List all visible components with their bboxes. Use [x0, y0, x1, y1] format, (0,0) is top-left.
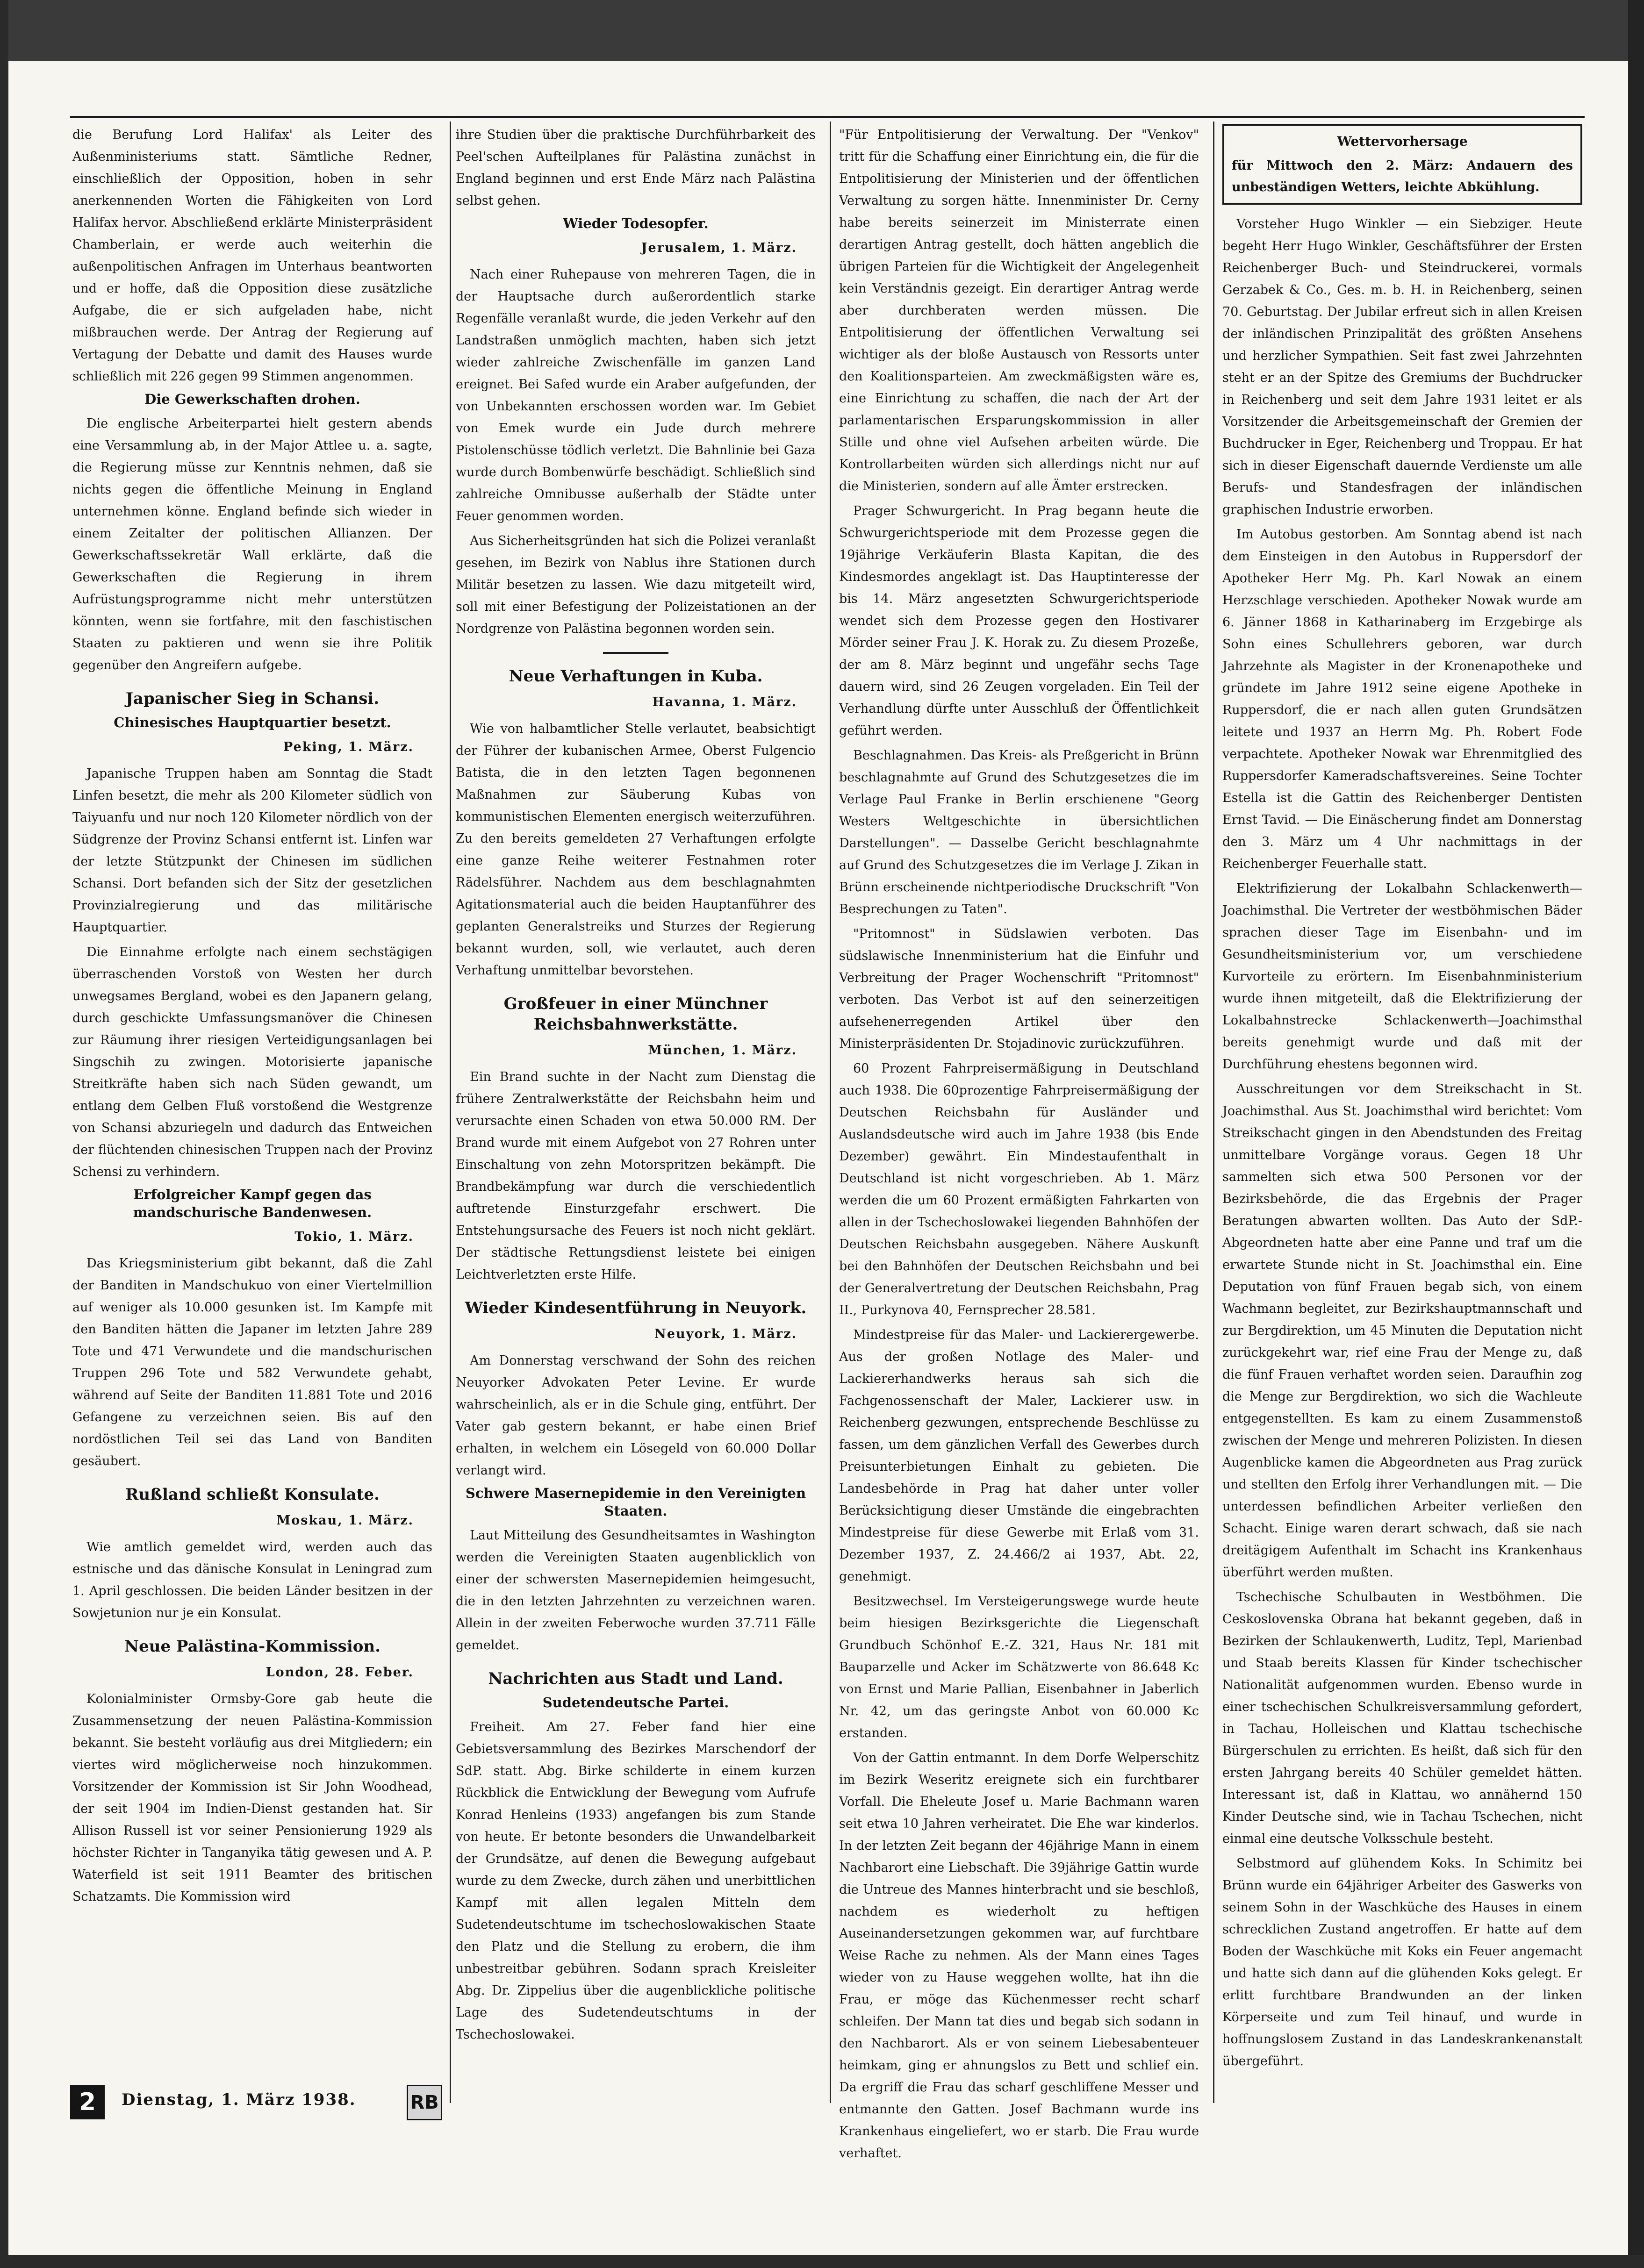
article-dateline: Havanna, 1. März. [652, 695, 797, 709]
article-subheadline: Sudetendeutsche Partei. [542, 1695, 729, 1710]
article-paragraph: ihre Studien über die praktische Durchführbarkeit des Peel'schen Aufteilplanes für Palästina zunächst in England beginnen und erst Ende März nach Palästina selbst gehen. [456, 128, 816, 208]
weather-title: Wettervorhersage [1337, 134, 1468, 149]
footer-date: Dienstag, 1. März 1938. [122, 2090, 356, 2109]
article-paragraph: Kolonialminister Ormsby-Gore gab heute die Zusammensetzung der neuen Palästina-Kommission bekannt. Sie besteht vorläufig aus drei Mitgliedern; ein viertes wird möglicherweise noch hinzukommen. Vorsitzender der Kommission ist Sir John Woodhead, der seit 1904 im Indien-Dienst gestanden hat. Sir Allison Russell ist vor seiner Pensionierung 1929 als höchster Richter in Tanganyika tätig gewesen und A. P. Waterfield ist seit 1911 Beamter des britischen Schatzamts. Die Kommission wird [72, 1692, 432, 1904]
column-3 [839, 124, 1199, 2161]
article-dateline: Tokio, 1. März. [294, 1230, 414, 1244]
article-paragraph: Japanische Truppen haben am Sonntag die Stadt Linfen besetzt, die mehr als 200 Kilometer südlich von Taiyuanfu und nur noch 120 Kilometer nördlich von der Südgrenze der Provinz Schansi entfernt ist. Linfen war der letzte Stützpunkt der Chinesen im südlichen Schansi. Dort befanden sich der Sitz der gesetzlichen Provinzialregierung und das militärische Hauptquartier. [72, 766, 432, 935]
article-subheadline: Schwere Masernepidemie in den Vereinigten Staaten. [465, 1485, 806, 1519]
article-paragraph: Vorsteher Hugo Winkler — ein Siebziger. Heute begeht Herr Hugo Winkler, Geschäftsführer der Ersten Reichenberger Buch- und Steindruckerei, vormals Gerzabek & Co., Ges. m. b. H. in Reichenberg, seinen 70. Geburtstag. Der Jubilar erfreut sich in allen Kreisen der inländischen Prinzipalität des größten Ansehens und herzlicher Sympathien. Seit fast zwei Jahrzehnten steht er an der Spitze des Gremiums der Buchdrucker in Reichenberg und seit dem Jahre 1931 leitet er als Vorsitzender die Arbeitsgemeinschaft der Gremien der Buchdrucker in Eger, Reichenberg und Troppau. Er hat sich in dieser Eigenschaft dauernde Verdienste um alle Berufs- und Standesfragen der inländischen graphischen Industrie erworben. [1222, 217, 1582, 517]
scan-border-top [0, 0, 1644, 61]
column-divider [450, 122, 451, 2103]
article-paragraph: "Pritomnost" in Südslawien verboten. Das südslawische Innenministerium hat die Einfuhr und Verbreitung der Prager Wochenschrift "Pritomnost" verboten. Das Verbot ist auf den seinerzeitigen aufsehenerregenden Artikel über den Ministerpräsidenten Dr. Stojadinovic zurückzuführen. [839, 927, 1199, 1051]
article-paragraph: Die englische Arbeiterpartei hielt gestern abends eine Versammlung ab, in der Major Attlee u. a. sagte, die Regierung müsse zur Kenntnis nehmen, daß sie nichts gegen die öffentliche Meinung in England unternehmen könne. England befinde sich wieder in einem Zeitalter der politischen Allianzen. Der Gewerkschaftssekretär Wall erklärte, daß die Gewerkschaften die Regierung in ihrem Aufrüstungsprogramme nicht mehr unterstützen könnten, wenn sie fortfahre, mit den faschistischen Staaten zu paktieren und wenn sie ihre Politik gegenüber den Angreifern aufgebe. [72, 416, 432, 673]
article-headline: Neue Palästina-Kommission. [124, 1637, 380, 1656]
article-paragraph: Ein Brand suchte in der Nacht zum Dienstag die frühere Zentralwerkstätte der Reichsbahn heim und verursachte einen Schaden von etwa 50.000 RM. Der Brand wurde mit einem Aufgebot von 27 Rohren unter Einschaltung von zehn Motorspritzen bekämpft. Die Brandbekämpfung war durch die verschiedentlich auftretende Einsturzgefahr erschwert. Die Entstehungsursache des Feuers ist noch nicht geklärt. Der städtische Rettungsdienst leistete bei einigen Leichtverletzten erste Hilfe. [456, 1070, 816, 1282]
article-paragraph: Prager Schwurgericht. In Prag begann heute die Schwurgerichtsperiode mit dem Prozesse gegen die 19jährige Verkäuferin Blasta Kapitan, die des Kindesmordes angeklagt ist. Das Hauptinteresse der bis 14. März angesetzten Schwurgerichtsperiode wendet sich dem Prozesse gegen den Hostivarer Mörder seiner Frau J. K. Horak zu. Zu diesem Prozeße, der am 8. März beginnt und ungefähr sechs Tage dauern wird, sind 26 Zeugen vorgeladen. Ein Teil der Verhandlung dürfte unter Ausschluß der Öffentlichkeit geführt werden. [839, 504, 1199, 738]
article-paragraph: Im Autobus gestorben. Am Sonntag abend ist nach dem Einsteigen in den Autobus in Ruppersdorf der Apotheker Herr Mg. Ph. Karl Nowak an einem Herzschlage verschieden. Apotheker Nowak wurde am 6. Jänner 1868 in Katharinaberg im Erzgebirge als Sohn eines Schullehrers geboren, war durch Jahrzehnte als Magister in der Kronenapotheke und gründete im Jahre 1912 seine eigene Apotheke in Ruppersdorf, die er nach allen guten Grundsätzen leitete und 1937 an Herrn Mg. Ph. Robert Fode verpachtete. Apotheker Nowak war Ehrenmitglied des Ruppersdorfer Kameradschaftsvereines. Seine Tochter Estella ist die Gattin des Reichenberger Dentisten Ernst Tavid. — Die Einäscherung findet am Donnerstag den 3. März um 4 Uhr nachmittags in der Reichenberger Feuerhalle statt. [1222, 527, 1582, 871]
article-paragraph: Ausschreitungen vor dem Streikschacht in St. Joachimsthal. Aus St. Joachimsthal wird berichtet: Vom Streikschacht gingen in den Abendstunden des Freitag unmittelbare Vorgänge voraus. Gegen 18 Uhr sammelten sich etwa 500 Personen vor der Bezirksbehörde, die das Ergebnis der Prager Beratungen abwarten wollten. Das Auto der SdP.-Abgeordneten hatte aber eine Panne und traf um die erwartete Stunde nicht in St. Joachimsthal ein. Eine Deputation von fünf Frauen begab sich, von einem Wachmann begleitet, zur Bezirkshauptmannschaft und zur Bergdirektion, um 45 Minuten die Deputation nicht zurückgekehrt war, rief eine Frau der Menge zu, daß die fünf Frauen verhaftet worden seien. Daraufhin zog die Menge zur Bergdirektion, wo sich die Wachleute entgegenstellten. Es kam zu einem Zusammenstoß zwischen der Menge und mehreren Polizisten. In diesen Augenblicke kamen die Abgeordneten aus Prag zurück und stellten den Erfolg ihrer Verhandlungen mit. — Die unterdessen befindlichen Arbeiter verließen den Schacht. Einige waren derart schwach, daß sie nach dreitägigem Aufenthalt im Schacht ins Krankenhaus überführt werden mußten. [1222, 1082, 1582, 1580]
article-dateline: München, 1. März. [648, 1043, 797, 1058]
article-headline: Nachrichten aus Stadt und Land. [488, 1669, 783, 1688]
article-dateline: Jerusalem, 1. März. [641, 241, 797, 255]
article-paragraph: 60 Prozent Fahrpreisermäßigung in Deutschland auch 1938. Die 60prozentige Fahrpreisermäßigung der Deutschen Reichsbahn für Ausländer und Auslandsdeutsche wird auch im Jahre 1938 (bis Ende Dezember) gewährt. Ein Mindestaufenthalt in Deutschland ist nicht vorgeschrieben. Ab 1. März werden die um 60 Prozent ermäßigten Fahrkarten von allen in der Tschechoslowakei liegenden Bahnhöfen der Deutschen Reichsbahn ausgegeben. Nähere Auskunft bei den Bahnhöfen der Deutschen Reichsbahn und bei der Generalvertretung der Deutschen Reichsbahn, Prag II., Purkynova 40, Fernsprecher 28.581. [839, 1061, 1199, 1317]
article-paragraph: Die Einnahme erfolgte nach einem sechstägigen überraschenden Vorstoß von Westen her durch unwegsames Bergland, wobei es den Japanern gelang, durch geschickte Umfassungsmanöver die Chinesen zur Räumung ihrer riesigen Verteidigungsanlagen bei Singschih zu zwingen. Motorisierte japanische Streitkräfte haben sich nach Süden gewandt, um entlang dem Gelben Fluß vorstoßend die Westgrenze von Schansi abzuriegeln und dadurch das Entweichen der flüchtenden chinesischen Truppen nach der Provinz Schensi zu verhindern. [72, 945, 432, 1179]
article-headline: Großfeuer in einer Münchner Reichsbahnwerkstätte. [503, 994, 768, 1034]
weather-forecast-box [1222, 124, 1582, 205]
article-paragraph: Beschlagnahmen. Das Kreis- als Preßgericht in Brünn beschlagnahmte auf Grund des Schutzgesetzes die im Verlage Paul Franke in Berlin erschienene "Georg Westers Weltgeschichte in übersichtlichen Darstellungen". — Dasselbe Gericht beschlagnahmte auf Grund des Schutzgesetzes die im Verlage J. Zikan in Brünn erscheinende nichtperiodische Druckschrift "Von Besprechungen zu Taten". [839, 748, 1199, 916]
article-dateline: London, 28. Feber. [266, 1665, 414, 1680]
column-2 [456, 124, 816, 2132]
article-paragraph: Selbstmord auf glühendem Koks. In Schimitz bei Brünn wurde ein 64jähriger Arbeiter des Gaswerks von seinem Sohn in der Waschküche des Hauses in einem schrecklichen Zustand angetroffen. Er hatte auf dem Boden der Waschküche mit Koks ein Feuer angemacht und hatte sich dann auf die glühenden Koks gelegt. Er erlitt furchtbare Brandwunden an der linken Körperseite und zum Teil hinauf, und wurde in hoffnungslosem Zustand in das Landeskrankenanstalt übergeführt. [1222, 1856, 1582, 2068]
scan-border-bottom [0, 2255, 1644, 2268]
article-headline: Japanischer Sieg in Schansi. [125, 689, 380, 708]
article-paragraph: Besitzwechsel. Im Versteigerungswege wurde heute beim hiesigen Bezirksgerichte die Liegenschaft Grundbuch Schönhof E.-Z. 321, Haus Nr. 181 mit Bauparzelle und Acker im Schätzwerte von 86.648 Kc von Ernst und Marie Pallian, Eisenbahner in Jaberlich Nr. 42, um das geringste Anbot von 60.000 Kc erstanden. [839, 1594, 1199, 1740]
column-divider [1213, 122, 1214, 2103]
article-headline: Neue Verhaftungen in Kuba. [509, 667, 763, 686]
article-subheadline: Die Gewerkschaften drohen. [144, 391, 360, 407]
column-1 [72, 124, 432, 2132]
article-paragraph: Laut Mitteilung des Gesundheitsamtes in Washington werden die Vereinigten Staaten augenblicklich von einer der schwersten Masernepidemien heimgesucht, die in den letzten Jahrzehnten zu verzeichnen waren. Allein in der zweiten Feberwoche wurden 37.711 Fälle gemeldet. [456, 1528, 816, 1653]
article-subheadline: Chinesisches Hauptquartier besetzt. [114, 715, 391, 730]
article-paragraph: Freiheit. Am 27. Feber fand hier eine Gebietsversammlung des Bezirkes Marschendorf der SdP. statt. Abg. Birke schilderte in einem kurzen Rückblick die Entwicklung der Bewegung vom Aufrufe Konrad Henleins (1933) angefangen bis zum Stande von heute. Er betonte besonders die Unwandelbarkeit der Grundsätze, auf denen die Bewegung aufgebaut wurde zu dem Zwecke, durch zähen und unerbittlichen Kampf mit allen legalen Mitteln dem Sudetendeutschtume im tschechoslowakischen Staate den Platz und die Stellung zu erobern, die ihm unbestreitbar gebühren. Sodann sprach Kreisleiter Abg. Dr. Zippelius über die augenblickliche politische Lage des Sudetendeutschtums in der Tschechoslowakei. [456, 1720, 816, 2042]
article-paragraph: Das Kriegsministerium gibt bekannt, daß die Zahl der Banditen in Mandschukuo von einer Viertelmillion auf weniger als 10.000 gesunken ist. Im Kampfe mit den Banditen hätten die Japaner im letzten Jahre 289 Tote und 471 Verwundete und die mandschurischen Truppen 296 Tote und 582 Verwundete gehabt, während auf Seite der Banditen 11.881 Tote und 2016 Gefangene zu verzeichnen seien. Bis auf den nordöstlichen Teil sei das Land von Banditen gesäubert. [72, 1256, 432, 1468]
newspaper-logo: RB [407, 2085, 442, 2120]
weather-text: für Mittwoch den 2. März: Andauern des unbeständigen Wetters, leichte Abkühlung. [1232, 158, 1573, 194]
header-rule [70, 116, 1585, 118]
article-headline: Wieder Kindesentführung in Neuyork. [465, 1299, 807, 1317]
article-paragraph: Elektrifizierung der Lokalbahn Schlackenwerth—Joachimsthal. Die Vertreter der westböhmischen Bäder sprachen dieser Tage im Eisenbahn- und im Gesundheitsministerium vor, um verschiedene Kurvorteile zu erörtern. Im Eisenbahnministerium wurde ihnen mitgeteilt, daß die Elektrifizierung der Lokalbahnstrecke Schlackenwerth—Joachimsthal bereits genehmigt wurde und daß mit der Durchführung ehestens begonnen wird. [1222, 881, 1582, 1072]
article-subheadline: Erfolgreicher Kampf gegen das mandschurische Bandenwesen. [133, 1187, 372, 1220]
article-paragraph: Mindestpreise für das Maler- und Lackierergewerbe. Aus der großen Notlage des Maler- und Lackiererhandwerks heraus sah sich die Fachgenossenschaft der Maler, Lackierer usw. in Reichenberg gezwungen, entsprechende Beschlüsse zu fassen, um dem gänzlichen Verfall des Gewerbes durch Preisunterbietungen Einhalt zu gebieten. Die Landesbehörde in Prag hat daher unter voller Berücksichtigung dieser Umstände die eingebrachten Mindestpreise für diese Gewerbe mit Erlaß vom 31. Dezember 1937, Z. 24.466/2 ai 1937, Abt. 22, genehmigt. [839, 1328, 1199, 1584]
article-paragraph: Von der Gattin entmannt. In dem Dorfe Welperschitz im Bezirk Weseritz ereignete sich ein furchtbarer Vorfall. Die Eheleute Josef u. Marie Bachmann waren seit etwa 10 Jahren verheiratet. Die Ehe war kinderlos. In der letzten Zeit begann der 46jährige Mann in einem Nachbarort eine Liebschaft. Die 39jährige Gattin wurde die Untreue des Mannes hinterbracht und sie beschloß, nachdem es wiederholt zu heftigen Auseinandersetzungen gekommen war, auf furchtbare Weise Rache zu nehmen. Als der Mann eines Tages wieder von zu Hause weggehen wollte, hat ihn die Frau, er möge das Küchenmesser recht scharf schleifen. Der Mann tat dies und begab sich sodann in den Nachbarort. Als er von seinem Liebesabenteuer heimkam, ging er ahnungslos zu Bett und schlief ein. Da ergriff die Frau das scharf geschliffene Messer und entmannte den Gatten. Josef Bachmann wurde ins Krankenhaus eingeliefert, wo er starb. Die Frau wurde verhaftet. [839, 1751, 1199, 2161]
article-paragraph: "Für Entpolitisierung der Verwaltung. Der "Venkov" tritt für die Schaffung einer Einrichtung ein, die für die Entpolitisierung der Ministerien und der öffentlichen Verwaltung zu sorgen hätte. Innenminister Dr. Cerny habe bereits seinerzeit im Ministerrate einen derartigen Antrag gestellt, doch hätten angeblich die übrigen Parteien für die Wichtigkeit der Angelegenheit kein Verständnis gezeigt. Ein derartiger Antrag werde aber durchberaten werden müssen. Die Entpolitisierung der öffentlichen Verwaltung sei wichtiger als der bloße Austausch von Ressorts unter den Koalitionsparteien. Am zweckmäßigsten wäre es, eine Einrichtung zu schaffen, die nach der Art der parlamentarischen Ersparungskommission in aller Stille und ohne viel Aufsehen arbeiten würde. Die Kontrollarbeiten würden sich allerdings nicht nur auf die Ministerien, sondern auf alle Ämter erstrecken. [839, 128, 1199, 494]
article-paragraph: die Berufung Lord Halifax' als Leiter des Außenministeriums statt. Sämtliche Redner, einschließlich der Opposition, hoben in sehr anerkennenden Worten die Fähigkeiten von Lord Halifax hervor. Abschließend erklärte Ministerpräsident Chamberlain, er werde auch weiterhin die außenpolitischen Anfragen im Unterhaus beantworten und er hoffe, daß die Opposition diese zusätzliche Aufgabe, die er sich aufgeladen habe, nicht mißbrauchen werde. Der Antrag der Regierung auf Vertagung der Debatte und damit des Hauses wurde schließlich mit 226 gegen 99 Stimmen angenommen. [72, 128, 432, 384]
article-dateline: Peking, 1. März. [283, 740, 414, 754]
page-footer [70, 2082, 491, 2124]
article-paragraph: Am Donnerstag verschwand der Sohn des reichen Neuyorker Advokaten Peter Levine. Er wurde wahrscheinlich, als er in die Schule ging, entführt. Der Vater gab gestern bekannt, er habe einen Brief erhalten, in welchem ein Lösegeld von 60.000 Dollar verlangt wird. [456, 1353, 816, 1478]
scan-border-right [1628, 0, 1644, 2268]
section-divider [603, 652, 668, 654]
article-subheadline: Wieder Todesopfer. [563, 215, 709, 231]
page-number: 2 [70, 2085, 105, 2119]
article-paragraph: Aus Sicherheitsgründen hat sich die Polizei veranlaßt gesehen, im Bezirk von Nablus ihre Stationen durch Militär besetzen zu lassen. Wie dazu mitgeteilt wird, soll mit einer Befestigung der Polizeistationen an der Nordgrenze von Palästina begonnen worden sein. [456, 534, 816, 636]
article-paragraph: Tschechische Schulbauten in Westböhmen. Die Ceskoslovenska Obrana hat bekannt gegeben, daß in Bezirken der Schlaukenwerth, Luditz, Tepl, Marienbad und Staab bereits Klassen für Kinder tschechischer Nationalität aufgenommen wurden. Ebenso wurde in einer tschechischen Schulkreisversammlung gefordert, in Tachau, Holleischen und Klattau tschechische Bürgerschulen zu errichten. Es heißt, daß sich für den ersten Jahrgang bereits 40 Schüler gemeldet hätten. Interessant ist, daß in Klattau, wo annähernd 150 Kinder Deutsche sind, wie in Tachau Tschechen, nicht einmal eine deutsche Volksschule besteht. [1222, 1590, 1582, 1846]
column-4 [1222, 124, 1582, 2132]
article-dateline: Moskau, 1. März. [276, 1513, 414, 1528]
article-paragraph: Wie von halbamtlicher Stelle verlautet, beabsichtigt der Führer der kubanischen Armee, Oberst Fulgencio Batista, die in den letzten Tagen begonnenen Maßnahmen zur Säuberung Kubas von kommunistischen Elementen energisch weiterzuführen. Zu den bereits gemeldeten 27 Verhaftungen erfolgte eine ganze Reihe weiterer Festnahmen roter Rädelsführer. Nachdem aus dem beschlagnahmten Agitationsmaterial auch die beiden Hauptanführer des geplanten Generalstreiks und Sturzes der Regierung bekannt wurden, soll, wie verlautet, auch deren Verhaftung unmittelbar bevorstehen. [456, 722, 816, 978]
scan-border-left [0, 0, 8, 2268]
article-headline: Rußland schließt Konsulate. [125, 1485, 380, 1504]
article-dateline: Neuyork, 1. März. [654, 1327, 797, 1341]
article-paragraph: Wie amtlich gemeldet wird, werden auch das estnische und das dänische Konsulat in Leningrad zum 1. April geschlossen. Die beiden Länder besitzen in der Sowjetunion nur je ein Konsulat. [72, 1540, 432, 1620]
article-paragraph: Nach einer Ruhepause von mehreren Tagen, die in der Hauptsache durch außerordentlich starke Regenfälle veranlaßt wurde, die jeden Verkehr auf den Landstraßen unmöglich machten, haben sich jetzt wieder zahlreiche Zwischenfälle im ganzen Land ereignet. Bei Safed wurde ein Araber aufgefunden, der von Unbekannten erschossen worden war. Im Gebiet von Emek wurde ein Jude durch mehrere Pistolenschüsse tödlich verletzt. Die Bahnlinie bei Gaza wurde durch Bombenwürfe beschädigt. Schließlich sind zahlreiche Omnibusse außerhalb der Städte unter Feuer genommen worden. [456, 267, 816, 523]
column-divider [830, 122, 831, 2103]
